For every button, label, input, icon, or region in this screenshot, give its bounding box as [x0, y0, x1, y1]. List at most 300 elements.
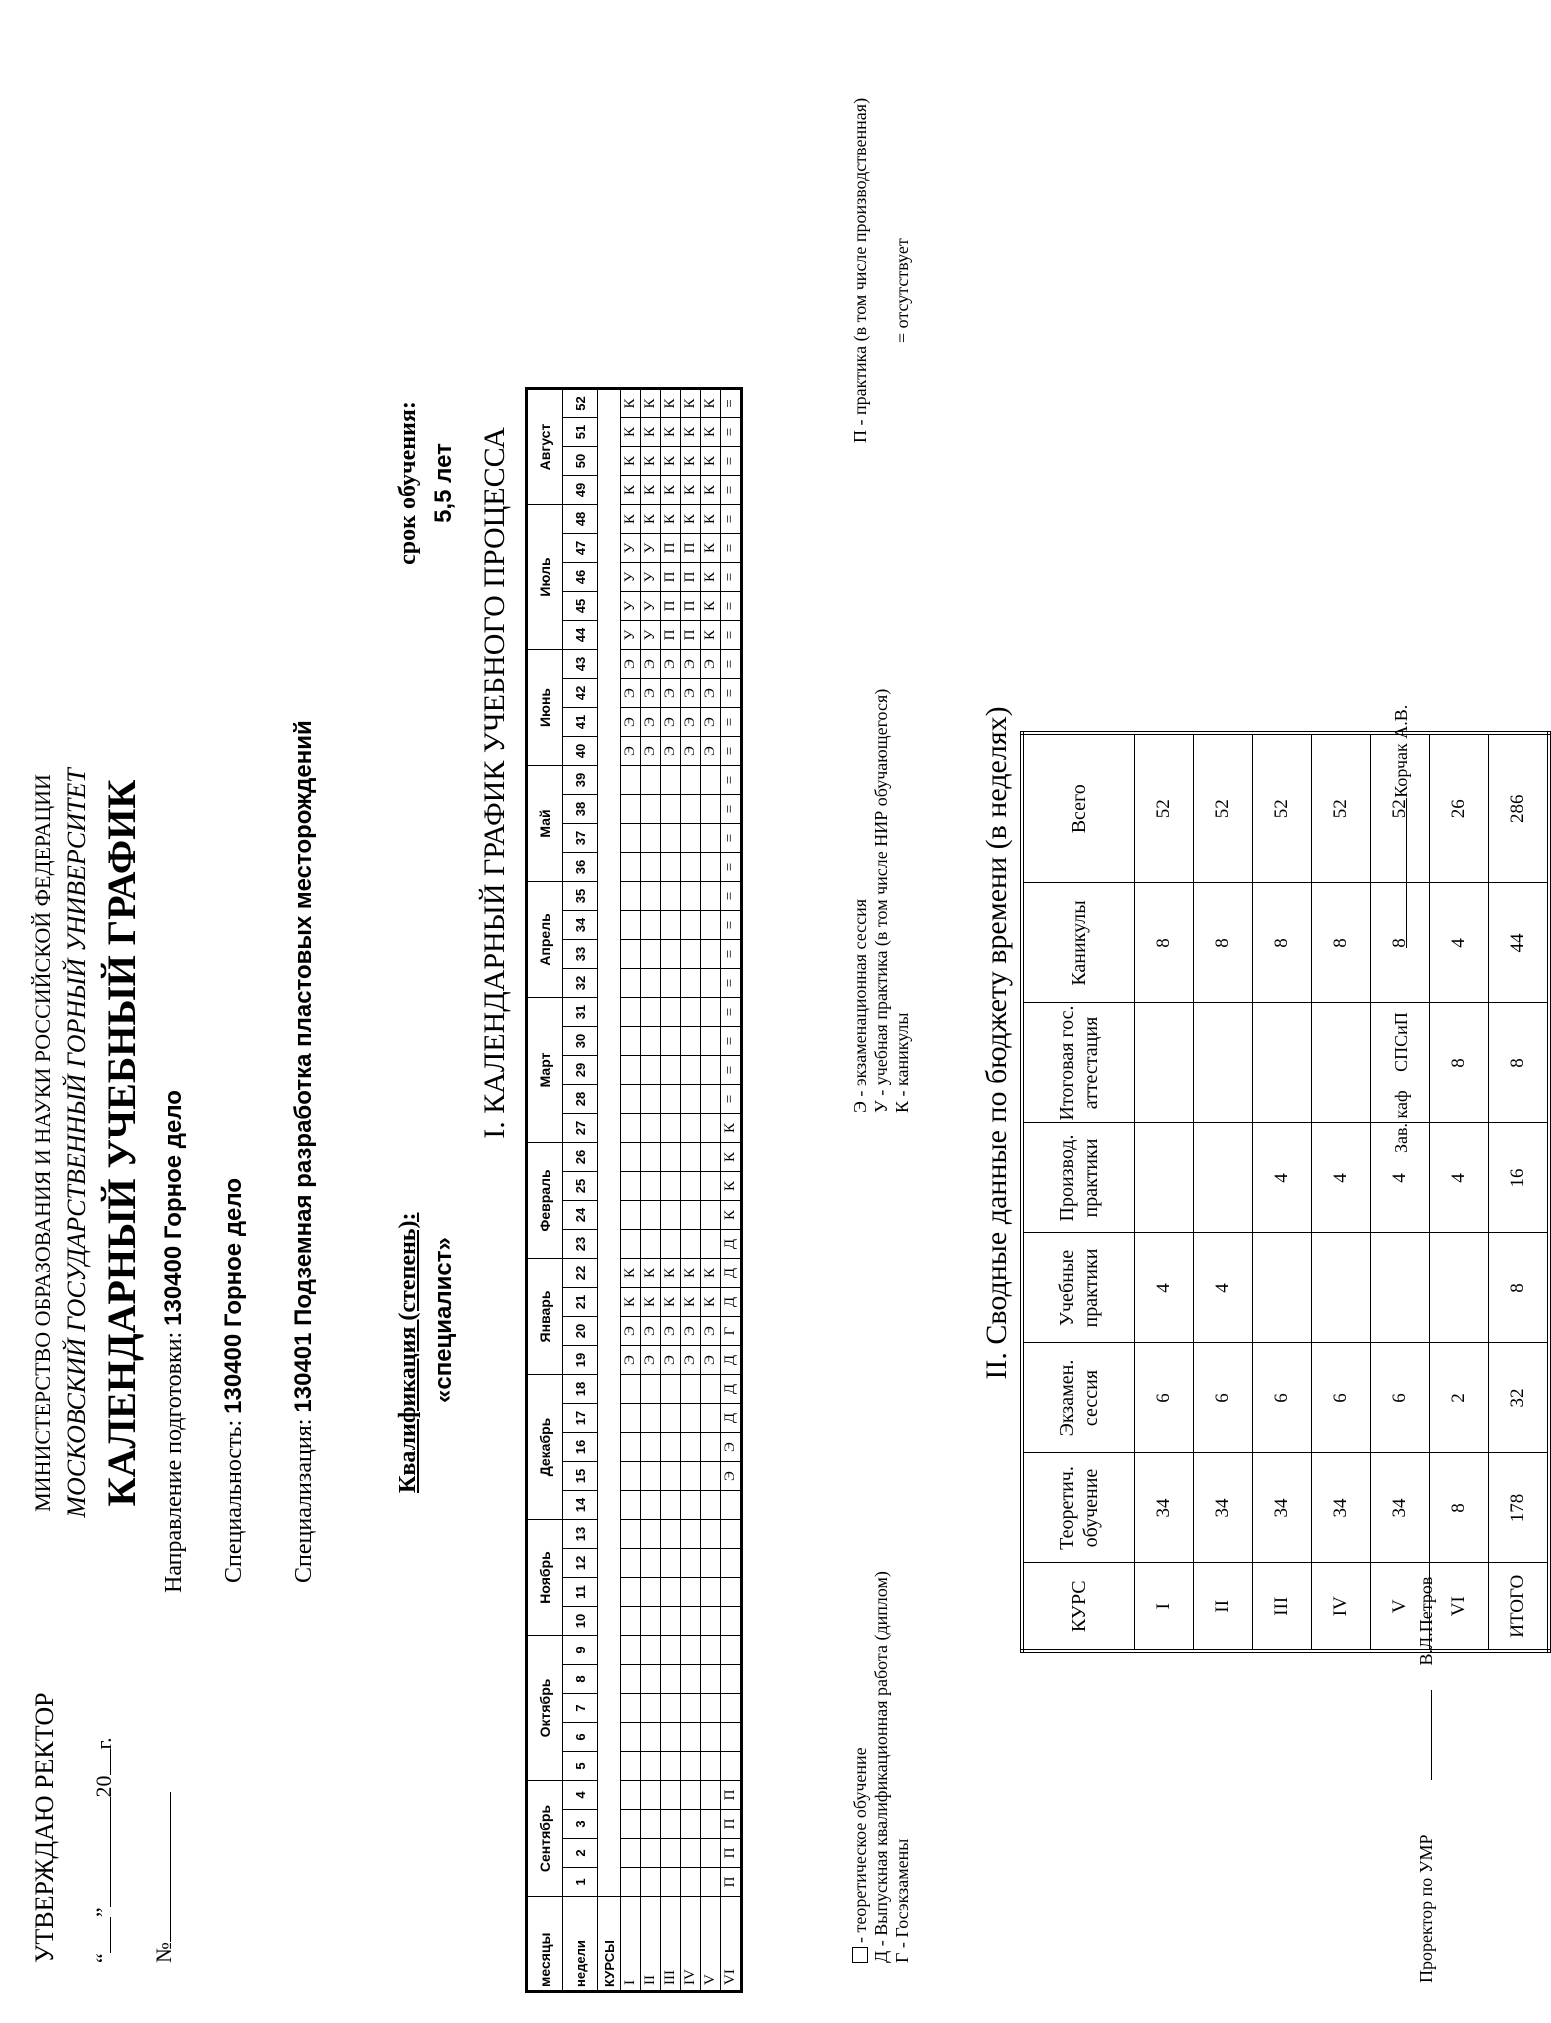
summary-cell — [1194, 1003, 1253, 1123]
schedule-cell — [621, 824, 641, 853]
week-number: 45 — [563, 592, 598, 621]
schedule-cell — [621, 911, 641, 940]
summary-cell: 52 — [1312, 733, 1371, 883]
summary-cell: 8 — [1430, 1003, 1489, 1123]
schedule-cell — [681, 1665, 701, 1694]
schedule-cell: К — [681, 389, 701, 418]
schedule-cell: К — [701, 563, 721, 592]
schedule-cell — [701, 1201, 721, 1230]
specialization-value: 130401 Подземная разработка пластовых месторождений — [290, 720, 317, 1413]
schedule-cell — [681, 1810, 701, 1839]
schedule-cell — [721, 1694, 742, 1723]
schedule-cell — [661, 1085, 681, 1114]
schedule-cell — [621, 1114, 641, 1143]
approval-date-line — [90, 1737, 117, 1963]
schedule-cell: К — [661, 418, 681, 447]
schedule-cell — [681, 911, 701, 940]
schedule-cell — [621, 1462, 641, 1491]
schedule-cell: Э — [621, 679, 641, 708]
schedule-cell: Э — [661, 737, 681, 766]
schedule-cell — [641, 1433, 661, 1462]
schedule-cell — [681, 1027, 701, 1056]
schedule-cell — [701, 1027, 721, 1056]
schedule-cell: П — [681, 534, 701, 563]
schedule-cell — [621, 1665, 641, 1694]
schedule-cell: = — [721, 1085, 742, 1114]
month-header: Апрель — [527, 882, 563, 998]
summary-cell: 34 — [1135, 1453, 1194, 1563]
schedule-cell: Э — [701, 737, 721, 766]
qualification-value: «специалист» — [430, 1237, 457, 1403]
schedule-cell: Э — [721, 1433, 742, 1462]
study-term-value: 5,5 лет — [430, 443, 457, 523]
schedule-cell: К — [661, 505, 681, 534]
week-number: 7 — [563, 1694, 598, 1723]
schedule-cell: К — [701, 447, 721, 476]
empty-box-icon — [852, 1947, 868, 1963]
schedule-cell — [621, 1201, 641, 1230]
schedule-cell: К — [681, 1288, 701, 1317]
schedule-cell — [681, 882, 701, 911]
legend-item: Г - Госэкзамены — [892, 1838, 912, 1963]
schedule-cell — [641, 1578, 661, 1607]
schedule-cell: П — [681, 621, 701, 650]
week-number: 50 — [563, 447, 598, 476]
schedule-cell — [681, 1085, 701, 1114]
week-number: 38 — [563, 795, 598, 824]
schedule-cell — [641, 1549, 661, 1578]
schedule-cell — [701, 1404, 721, 1433]
schedule-cell — [701, 1578, 721, 1607]
schedule-cell: Э — [681, 737, 701, 766]
schedule-cell — [701, 1114, 721, 1143]
schedule-cell — [641, 795, 661, 824]
months-row-label: месяцы — [527, 1897, 563, 1992]
schedule-cell — [661, 1665, 681, 1694]
schedule-cell: К — [721, 1114, 742, 1143]
summary-cell: 26 — [1430, 733, 1489, 883]
week-number: 5 — [563, 1752, 598, 1781]
schedule-cell — [661, 1404, 681, 1433]
legend-item: Д - Выпускная квалификационная работа (диплом) — [871, 1571, 891, 1963]
schedule-cell: Э — [641, 737, 661, 766]
schedule-cell: К — [681, 447, 701, 476]
week-number: 9 — [563, 1636, 598, 1665]
schedule-cell: Э — [661, 679, 681, 708]
schedule-cell: К — [621, 476, 641, 505]
schedule-cell — [621, 1694, 641, 1723]
schedule-cell — [721, 1665, 742, 1694]
schedule-cell: = — [721, 708, 742, 737]
schedule-cell — [621, 1752, 641, 1781]
direction-line — [160, 1090, 188, 1593]
schedule-cell: Э — [681, 679, 701, 708]
year-prefix: 20 — [91, 1775, 116, 1798]
schedule-cell — [641, 1172, 661, 1201]
schedule-cell — [721, 1636, 742, 1665]
schedule-cell — [681, 1578, 701, 1607]
schedule-cell — [661, 1781, 681, 1810]
schedule-cell — [681, 1694, 701, 1723]
schedule-cell: Э — [681, 650, 701, 679]
summary-cell: 8 — [1371, 883, 1430, 1003]
week-number: 25 — [563, 1172, 598, 1201]
schedule-cell — [621, 1172, 641, 1201]
legend-item — [871, 98, 892, 443]
schedule-cell — [701, 1172, 721, 1201]
summary-header: Экзамен. сессия — [1022, 1343, 1135, 1453]
schedule-cell — [641, 1085, 661, 1114]
schedule-cell: К — [621, 1259, 641, 1288]
schedule-cell — [621, 766, 641, 795]
schedule-cell — [641, 1201, 661, 1230]
schedule-cell — [621, 853, 641, 882]
schedule-cell: Э — [641, 708, 661, 737]
month-header: Август — [527, 389, 563, 505]
week-number: 44 — [563, 621, 598, 650]
month-header: Февраль — [527, 1143, 563, 1259]
schedule-cell — [621, 940, 641, 969]
schedule-cell: У — [641, 621, 661, 650]
schedule-cell — [661, 853, 681, 882]
schedule-cell: = — [721, 998, 742, 1027]
summary-cell: V — [1371, 1563, 1430, 1651]
schedule-cell: Э — [661, 708, 681, 737]
schedule-cell — [681, 1636, 701, 1665]
course-row — [621, 389, 641, 1992]
schedule-cell: = — [721, 505, 742, 534]
month-header: Январь — [527, 1259, 563, 1375]
schedule-cell — [681, 1230, 701, 1259]
schedule-cell: Д — [721, 1375, 742, 1404]
schedule-cell: Г — [721, 1317, 742, 1346]
schedule-cell: Э — [701, 1317, 721, 1346]
schedule-cell — [661, 1578, 681, 1607]
schedule-cell — [661, 1201, 681, 1230]
schedule-cell — [641, 969, 661, 998]
week-number: 6 — [563, 1723, 598, 1752]
schedule-cell — [681, 1375, 701, 1404]
schedule-cell: = — [721, 476, 742, 505]
schedule-cell — [721, 1723, 742, 1752]
summary-table — [1020, 731, 1551, 1653]
summary-cell: III — [1253, 1563, 1312, 1651]
course-label: II — [641, 1897, 661, 1992]
summary-cell: I — [1135, 1563, 1194, 1651]
summary-cell: 34 — [1312, 1453, 1371, 1563]
week-number: 47 — [563, 534, 598, 563]
schedule-cell: Э — [661, 1317, 681, 1346]
schedule-cell — [621, 969, 641, 998]
schedule-cell — [661, 1607, 681, 1636]
schedule-cell: = — [721, 621, 742, 650]
schedule-cell: = — [721, 853, 742, 882]
schedule-cell — [641, 1056, 661, 1085]
schedule-cell — [681, 1404, 701, 1433]
schedule-cell — [621, 1143, 641, 1172]
schedule-cell — [661, 1636, 681, 1665]
schedule-cell — [681, 1752, 701, 1781]
week-number: 14 — [563, 1491, 598, 1520]
schedule-cell — [641, 1868, 661, 1897]
schedule-cell: = — [721, 969, 742, 998]
schedule-cell — [701, 1433, 721, 1462]
schedule-cell — [701, 1085, 721, 1114]
schedule-cell — [621, 1868, 641, 1897]
schedule-cell — [681, 1520, 701, 1549]
schedule-cell — [621, 1578, 641, 1607]
schedule-cell — [661, 1839, 681, 1868]
summary-row — [1430, 733, 1489, 1651]
schedule-cell — [661, 940, 681, 969]
week-number: 29 — [563, 1056, 598, 1085]
schedule-cell: К — [701, 418, 721, 447]
schedule-cell: К — [721, 1201, 742, 1230]
schedule-cell — [681, 1868, 701, 1897]
week-number: 28 — [563, 1085, 598, 1114]
schedule-cell — [701, 1462, 721, 1491]
summary-cell: 34 — [1371, 1453, 1430, 1563]
schedule-cell — [701, 911, 721, 940]
course-label: VI — [721, 1897, 742, 1992]
schedule-cell — [641, 1404, 661, 1433]
schedule-cell — [701, 1549, 721, 1578]
schedule-cell: К — [661, 476, 681, 505]
schedule-cell — [701, 1694, 721, 1723]
schedule-cell: К — [701, 592, 721, 621]
schedule-cell: К — [681, 418, 701, 447]
schedule-cell: К — [701, 389, 721, 418]
schedule-cell — [661, 1027, 681, 1056]
schedule-cell: = — [721, 650, 742, 679]
schedule-cell: К — [641, 389, 661, 418]
summary-cell: 6 — [1194, 1343, 1253, 1453]
schedule-cell: У — [621, 534, 641, 563]
month-header: Июнь — [527, 650, 563, 766]
schedule-cell — [681, 1839, 701, 1868]
schedule-cell — [621, 1027, 641, 1056]
prorector-signature — [1415, 1577, 1437, 1983]
schedule-cell: К — [621, 1288, 641, 1317]
schedule-cell: К — [661, 1259, 681, 1288]
schedule-cell — [641, 1462, 661, 1491]
schedule-cell — [661, 1230, 681, 1259]
summary-cell: 6 — [1371, 1343, 1430, 1453]
summary-cell — [1312, 1003, 1371, 1123]
schedule-cell: Э — [641, 1317, 661, 1346]
schedule-cell: К — [621, 447, 641, 476]
summary-row — [1194, 733, 1253, 1651]
schedule-cell — [701, 1607, 721, 1636]
course-label: I — [621, 1897, 641, 1992]
schedule-cell — [661, 766, 681, 795]
header-spacer — [598, 389, 621, 1897]
week-number: 16 — [563, 1433, 598, 1462]
week-number: 19 — [563, 1346, 598, 1375]
week-number: 42 — [563, 679, 598, 708]
schedule-cell — [701, 1723, 721, 1752]
specialty-line — [220, 1178, 248, 1583]
schedule-cell — [721, 1491, 742, 1520]
week-number: 48 — [563, 505, 598, 534]
schedule-cell — [681, 1172, 701, 1201]
schedule-cell — [621, 882, 641, 911]
schedule-cell: Э — [621, 1346, 641, 1375]
schedule-cell: К — [721, 1143, 742, 1172]
schedule-cell — [621, 795, 641, 824]
week-number: 17 — [563, 1404, 598, 1433]
schedule-cell — [701, 1143, 721, 1172]
summary-cell: 6 — [1312, 1343, 1371, 1453]
summary-header: Итоговая гос. аттестация — [1022, 1003, 1135, 1123]
schedule-cell — [701, 1520, 721, 1549]
schedule-cell: П — [681, 592, 701, 621]
month-header: Июль — [527, 505, 563, 650]
summary-cell — [1135, 1123, 1194, 1233]
courses-label: КУРСЫ — [598, 1897, 621, 1992]
schedule-cell: Э — [621, 650, 641, 679]
schedule-cell — [641, 1810, 661, 1839]
schedule-cell — [701, 882, 721, 911]
schedule-cell: Э — [661, 1346, 681, 1375]
summary-cell: 4 — [1430, 883, 1489, 1003]
schedule-cell — [701, 766, 721, 795]
legend-item: Э - экзаменационная сессия — [850, 898, 870, 1113]
week-number: 18 — [563, 1375, 598, 1404]
week-number: 15 — [563, 1462, 598, 1491]
summary-cell: 8 — [1194, 883, 1253, 1003]
schedule-cell: = — [721, 795, 742, 824]
schedule-cell — [621, 1781, 641, 1810]
summary-cell: 8 — [1489, 1233, 1550, 1343]
legend-item: П - практика (в том числе производственная) — [850, 97, 870, 443]
schedule-cell: Э — [681, 708, 701, 737]
schedule-cell — [701, 1491, 721, 1520]
approval-number-line — [150, 1792, 177, 1963]
week-number: 23 — [563, 1230, 598, 1259]
summary-cell: 44 — [1489, 883, 1550, 1003]
schedule-cell — [701, 824, 721, 853]
prorector-name: В.Л.Петров — [1416, 1576, 1436, 1666]
summary-cell — [1371, 1233, 1430, 1343]
schedule-cell: Э — [621, 1317, 641, 1346]
summary-cell — [1194, 1123, 1253, 1233]
legend-col1 — [850, 1571, 913, 1963]
year-suffix: г. — [91, 1737, 116, 1750]
schedule-cell: Э — [681, 1346, 701, 1375]
week-number: 37 — [563, 824, 598, 853]
head-name: Корчак А.В. — [1391, 704, 1411, 798]
legend-item: = отсутствует — [892, 238, 912, 343]
schedule-cell: = — [721, 1027, 742, 1056]
legend-col2 — [850, 689, 913, 1113]
schedule-cell — [621, 1607, 641, 1636]
summary-cell: 4 — [1194, 1233, 1253, 1343]
summary-cell — [1430, 1233, 1489, 1343]
schedule-cell — [621, 1810, 641, 1839]
week-number: 52 — [563, 389, 598, 418]
schedule-cell — [681, 1143, 701, 1172]
direction-value: 130400 Горное дело — [160, 1090, 187, 1326]
schedule-cell — [701, 969, 721, 998]
schedule-cell: П — [681, 563, 701, 592]
week-number: 22 — [563, 1259, 598, 1288]
summary-cell: 4 — [1312, 1123, 1371, 1233]
schedule-cell — [661, 1549, 681, 1578]
schedule-cell — [661, 882, 681, 911]
summary-row — [1135, 733, 1194, 1651]
schedule-cell: = — [721, 824, 742, 853]
legend-item: К - каникулы — [892, 1012, 912, 1113]
schedule-cell: Э — [641, 679, 661, 708]
legend-item: - теоретическое обучение — [850, 1571, 871, 1963]
schedule-cell — [641, 1375, 661, 1404]
schedule-cell: К — [681, 476, 701, 505]
schedule-cell — [661, 1433, 681, 1462]
summary-row — [1312, 733, 1371, 1651]
summary-row — [1489, 733, 1550, 1651]
schedule-cell: К — [621, 389, 641, 418]
schedule-cell — [721, 1752, 742, 1781]
summary-header: Каникулы — [1022, 883, 1135, 1003]
summary-cell: 32 — [1489, 1343, 1550, 1453]
schedule-cell — [661, 1462, 681, 1491]
ministry-name: МИНИСТЕРСТВО ОБРАЗОВАНИЯ И НАУКИ РОССИЙСКОЙ ФЕДЕРАЦИИ — [30, 774, 55, 1512]
schedule-cell — [681, 940, 701, 969]
schedule-cell — [641, 1665, 661, 1694]
schedule-cell: К — [701, 1259, 721, 1288]
qualification-label: Квалификация (степень): — [395, 1212, 421, 1493]
schedule-cell — [621, 1520, 641, 1549]
schedule-cell — [661, 824, 681, 853]
schedule-cell — [701, 1781, 721, 1810]
section1-title: I. КАЛЕНДАРНЫЙ ГРАФИК УЧЕБНОГО ПРОЦЕССА — [478, 427, 511, 1139]
schedule-cell — [621, 1404, 641, 1433]
schedule-cell — [641, 998, 661, 1027]
schedule-cell: К — [641, 447, 661, 476]
week-number: 51 — [563, 418, 598, 447]
schedule-cell: = — [721, 1056, 742, 1085]
legend-item: У - учебная практика (в том числе НИР обучающегося) — [871, 688, 891, 1113]
summary-cell — [1135, 1003, 1194, 1123]
week-number: 13 — [563, 1520, 598, 1549]
schedule-cell: Э — [701, 650, 721, 679]
schedule-cell — [681, 969, 701, 998]
schedule-cell — [681, 853, 701, 882]
schedule-cell: К — [681, 1259, 701, 1288]
summary-cell: 16 — [1489, 1123, 1550, 1233]
week-number: 39 — [563, 766, 598, 795]
schedule-cell: Д — [721, 1230, 742, 1259]
schedule-cell: Э — [721, 1462, 742, 1491]
schedule-cell — [661, 911, 681, 940]
summary-cell: 8 — [1253, 883, 1312, 1003]
schedule-cell — [681, 998, 701, 1027]
schedule-cell: Э — [681, 1317, 701, 1346]
schedule-cell — [661, 1491, 681, 1520]
schedule-cell: = — [721, 563, 742, 592]
schedule-cell: П — [721, 1839, 742, 1868]
schedule-cell: К — [661, 1288, 681, 1317]
week-number: 12 — [563, 1549, 598, 1578]
summary-cell: 8 — [1430, 1453, 1489, 1563]
summary-cell — [1312, 1233, 1371, 1343]
schedule-cell: = — [721, 679, 742, 708]
summary-cell: 52 — [1253, 733, 1312, 883]
schedule-cell — [641, 940, 661, 969]
summary-cell: II — [1194, 1563, 1253, 1651]
schedule-cell — [661, 1056, 681, 1085]
